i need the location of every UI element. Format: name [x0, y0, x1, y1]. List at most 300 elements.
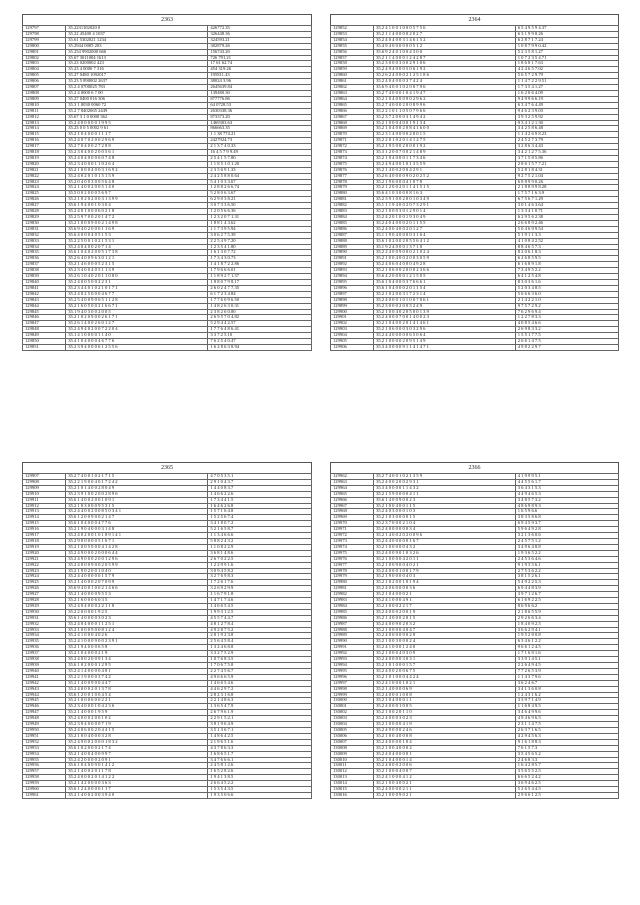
row-id-cell: 130001 [331, 704, 374, 710]
coordinate-cell: 35.4 9 4 0 0 0 0 0 0 5 1 2 [374, 43, 516, 49]
row-id-cell: 129870 [331, 132, 374, 138]
value-cell: 9 3 4 1 2 1.30 [515, 120, 618, 126]
value-cell: 2 6 6 8 9 2.46 [515, 220, 618, 226]
value-cell: 6 2 6 8 5 9.5 [515, 256, 618, 262]
coordinate-cell: 35.2 4 0 0 0 2 0 1 4 1 2 2 [66, 775, 208, 781]
value-cell: 4 9 4 6 9 6.5 [515, 716, 618, 722]
row-id-cell: 129840 [23, 279, 66, 285]
coordinate-cell: 35.2 1 4 0 0 2 0 0 3 9 4 0 [66, 792, 208, 798]
value-cell: 1 3 3 4 1 0.71 [515, 209, 618, 215]
coordinate-cell: 35.2 4 0 0 0 2 0 1 3 7 8 [66, 686, 208, 692]
row-id-cell: 129816 [23, 138, 66, 144]
coordinate-cell: 35.2 3 9 4 0 0 0 0 7 1 9 [66, 722, 208, 728]
coordinate-cell: 35.2 1 5 9 0 0 0 0 4 1 1 [374, 491, 516, 497]
coordinate-cell: 35.2 1 9 0 4 0 0 0 3 1 4 8 [66, 527, 208, 533]
coordinate-cell: 35.6 1 2 4 0 0 0 0 1 1 7 [66, 787, 208, 793]
row-id-cell: 129932 [23, 621, 66, 627]
row-id-cell: 129986 [331, 615, 374, 621]
row-id-cell: 129889 [331, 244, 374, 250]
value-cell: 2 9 6 6 1 2.5 [515, 792, 618, 798]
coordinate-cell: 35.27 0400 016 306 [66, 96, 208, 102]
row-id-cell: 129834 [23, 244, 66, 250]
row-id-cell: 129888 [331, 238, 374, 244]
value-cell: 1 7 9 6 6 6.01 [208, 268, 312, 274]
table-title: 2364 [330, 14, 619, 25]
coordinate-cell: 35.2 2 0 0 0 0 1 9 2 5 [66, 609, 208, 615]
coordinate-cell: 35.2 1 0 0 0 0 4 0 4 7 [374, 627, 516, 633]
coordinate-cell: 35.2 4 0 4 0 0 0 3 7 4 2 4 [374, 79, 516, 85]
value-cell: 2 1 8 6 5 5.9 [515, 609, 618, 615]
value-cell: 3 3 7 2 5.10 [208, 333, 312, 339]
value-cell: 3 2 6 9 2 9.9 [208, 586, 312, 592]
table-title: 2363 [22, 14, 312, 25]
row-id-cell: 129985 [331, 609, 374, 615]
coordinate-cell: 35.23 0200002 423 [66, 61, 208, 67]
coordinate-cell: 35.2 1 0 4 0 0 0 1 1 [374, 698, 516, 704]
row-id-cell: 129978 [331, 568, 374, 574]
coordinate-cell: 35.2 4 1 0 0 0 1 2 4 0 [374, 645, 516, 651]
coordinate-cell: 35.6 4 1 0 3 0 0 0 8 1 6 3 [374, 191, 516, 197]
coordinate-cell: 35.4 1 0 4 0 0 0 4 6 7 7 6 [66, 339, 208, 345]
row-id-cell: 129851 [23, 344, 66, 350]
row-id-cell: 130012 [331, 769, 374, 775]
value-cell: 1 2 3 5 4 1.80 [208, 244, 312, 250]
value-cell: 7 6 2 9 6 9.4 [515, 309, 618, 315]
row-id-cell: 129919 [23, 544, 66, 550]
value-cell: 1 3 6 5 4 7.9 [208, 704, 312, 710]
coordinate-cell: 35.2 9 0 0 0 0 0 5 1 6 7 1 [66, 538, 208, 544]
value-cell: 1 3 2 4 6 8.8 [208, 645, 312, 651]
row-id-cell: 129820 [23, 161, 66, 167]
value-cell: 6 5 4 9 5 9 4.37 [515, 26, 618, 32]
row-id-cell: 129857 [331, 55, 374, 61]
value-cell: 2427924.73 [208, 138, 312, 144]
row-id-cell: 129965 [331, 491, 374, 497]
value-cell: 4 9 2 8 7 5.2 [208, 627, 312, 633]
value-cell: 1 2 4 3 1 6.2 [515, 692, 618, 698]
coordinate-cell: 35.2 4 0 0 0 9 0 0 2 0 5 9 9 [66, 562, 208, 568]
coordinate-cell: 35.2 1 0 0 0 6 0 0 2 2 1 [66, 698, 208, 704]
coordinate-cell: 35.3 4 0 0 0 0 9 1 1 4 1 4 7 1 [374, 344, 516, 350]
row-id-cell: 129862 [331, 85, 374, 91]
coordinate-cell: 35.6 1 0 4 0 0 0 2 0 1 1 5 4 [374, 285, 516, 291]
coordinate-cell: 35.2 1 0 0 9 0 0 4 0 2 1 [374, 562, 516, 568]
coordinate-cell: 35.2 4 0 4 0 0 3 1 4 6 1 5 2 [374, 37, 516, 43]
value-cell: 5 6 5 7 2 9.79 [515, 73, 618, 79]
value-cell: 2645639.84 [208, 85, 312, 91]
value-cell: 139480.30 [208, 90, 312, 96]
row-id-cell: 129955 [23, 757, 66, 763]
row-id-cell: 129971 [331, 527, 374, 533]
row-id-cell: 129876 [331, 167, 374, 173]
coordinate-cell: 35.6 1 9 4 0 0 1 0 3 0 4 [66, 203, 208, 209]
value-cell: 2 6 0 2 4 7 7.35 [208, 285, 312, 291]
value-cell: 2 2 7 4 5 6.7 [208, 668, 312, 674]
row-id-cell: 129855 [331, 43, 374, 49]
table-title: 2365 [22, 462, 312, 473]
row-id-cell: 129997 [331, 680, 374, 686]
value-cell: 1 4 7 1 7 4.6 [208, 598, 312, 604]
coordinate-cell: 35.2 7 4 0 0 0 2 0 0 8 9 9 6 [374, 102, 516, 108]
coordinate-cell: 35.2 2 1 9 0 0 0 3 7 4 2 [66, 674, 208, 680]
row-id-cell: 129996 [331, 674, 374, 680]
row-id-cell: 129894 [331, 274, 374, 280]
coordinate-cell: 35.2 4 0 0 0 2 0 0 1 9 [374, 609, 516, 615]
coordinate-cell: 35.2 6 1 4 0 0 2 6 0 1 2 7 [66, 321, 208, 327]
coordinate-cell: 35.6 4 2 0 0 0 0 1 2 1 5 0 5 [374, 274, 516, 280]
value-cell: 1 8 8 1 4 3.62 [208, 220, 312, 226]
row-id-cell: 129920 [23, 550, 66, 556]
value-cell: 1 1 7 3 9 5.94 [208, 226, 312, 232]
value-cell: 4 9 8 2 2 9.7 [515, 344, 618, 350]
value-cell: 382879.26 [208, 43, 312, 49]
value-cell: 2 8 1 9 2 3.8 [208, 633, 312, 639]
coordinate-cell: 35.2 1 4 0 0 0 2 0 1 5 [374, 615, 516, 621]
row-id-cell: 129933 [23, 627, 66, 633]
value-cell: 1 4 8 2 6 3 0.31 [208, 303, 312, 309]
coordinate-cell: 35.2 4 0 0 0 3 0 2 3 [374, 716, 516, 722]
row-id-cell: 129921 [23, 556, 66, 562]
coordinate-cell: 35.2 4 1 4 0 0 0 0 4 8 1 [66, 668, 208, 674]
row-id-cell: 129899 [331, 303, 374, 309]
coordinate-cell: 35.2944 0005 203 [66, 43, 208, 49]
value-cell: 2 2 9 1 5 2.1 [208, 716, 312, 722]
value-cell: 38024 3.96 [208, 79, 312, 85]
value-cell: 5 2 8 1 8 4.31 [515, 167, 618, 173]
row-id-cell: 129903 [331, 327, 374, 333]
row-id-cell: 129812 [23, 114, 66, 120]
value-cell: 4 4 6 2 9 7.2 [208, 686, 312, 692]
row-id-cell: 129918 [23, 538, 66, 544]
row-id-cell: 129841 [23, 285, 66, 291]
coordinate-cell: 35.2 7 4 0 0 1 0 2 1 3 5 9 [374, 474, 516, 480]
data-table [22, 25, 312, 351]
coordinate-cell: 35.2 4 2 0 1 0 0 1 9 3 0 4 9 [374, 215, 516, 221]
value-cell: 1 5 7 1 6 4.8 [208, 509, 312, 515]
value-cell: 3 7 1 5 8 5.86 [515, 155, 618, 161]
value-cell: 2 4 2 5 8 8 0.64 [208, 173, 312, 179]
coordinate-cell: 35.2 1 0 4 0 0 0 9 0 2 9 6 2 [374, 96, 516, 102]
value-cell: 4 7 0 5 3 5.1 [208, 474, 312, 480]
row-id-cell: 129906 [331, 344, 374, 350]
table-panel-2364 [330, 14, 619, 351]
row-id-cell: 129939 [23, 663, 66, 669]
value-cell: 1 0 7 2 3 5 4.71 [515, 55, 618, 61]
coordinate-cell: 35.2 4 9 4 0 0 0 5 0 6 1 9 2 [374, 67, 516, 73]
row-id-cell: 129842 [23, 291, 66, 297]
value-cell: 1 4 8 6 4 2.5 [208, 733, 312, 739]
value-cell: 3 0 7 3 3 6.50 [208, 203, 312, 209]
coordinate-cell: 35.2 1 0 0 2 0 1 1 0 [374, 710, 516, 716]
row-id-cell: 129902 [331, 321, 374, 327]
row-id-cell: 129936 [23, 645, 66, 651]
row-id-cell: 130014 [331, 781, 374, 787]
coordinate-cell: 35.2 1 4 0 0 0 0 6 9 [374, 686, 516, 692]
value-cell: 3 0 1 4 6 3.64 [515, 203, 618, 209]
row-id-cell: 129923 [23, 568, 66, 574]
value-cell: 3 5 1 3 6 7.1 [208, 727, 312, 733]
value-cell: 2 1 9 6 5 1.6 [208, 739, 312, 745]
coordinate-cell: 35.2 1 0 0 4 0 0 0 2 [374, 745, 516, 751]
row-id-cell: 129950 [23, 727, 66, 733]
row-id-cell: 129853 [331, 31, 374, 37]
row-id-cell: 129956 [23, 763, 66, 769]
coordinate-cell: 35.2 5 4 0 0 9 0 6 5 1 1 2 8 [66, 297, 208, 303]
coordinate-cell: 35.2 7 4 0 0 0 1 0 4 1 9 4 7 [374, 90, 516, 96]
coordinate-cell: 35.2 1 0 3 0 0 0 0 1 5 [374, 515, 516, 521]
row-id-cell: 129967 [331, 503, 374, 509]
coordinate-cell: 35.2 1 0 0 4 0 0 2 0 0 3 0 5 9 [374, 256, 516, 262]
row-id-cell: 129817 [23, 144, 66, 150]
value-cell: 1 2 3 2 0 7 1.31 [208, 215, 312, 221]
row-id-cell: 129861 [331, 79, 374, 85]
row-id-cell: 129945 [23, 698, 66, 704]
row-id-cell: 129893 [331, 268, 374, 274]
coordinate-cell: 35.6 1 4 0 0 2 0 0 1 0 9 1 [66, 497, 208, 503]
coordinate-cell: 35.2231102020 0 [66, 26, 208, 32]
row-id-cell: 129890 [331, 250, 374, 256]
row-id-cell: 129982 [331, 592, 374, 598]
value-cell: 195811.43 [208, 73, 312, 79]
value-cell: 2 9 2 6 6 3.4 [515, 615, 618, 621]
value-cell: 3 4 2 1 2 7 5.36 [515, 150, 618, 156]
value-cell: 4 3 7 8 6 3.3 [208, 745, 312, 751]
table-panel-2365 [22, 462, 312, 799]
row-id-cell: 129821 [23, 167, 66, 173]
coordinate-cell: 35.2 1 0 0 0 0 4 2 0 1 1 [374, 556, 516, 562]
coordinate-cell: 35.2 4 0 4 0 0 0 0 1 [374, 751, 516, 757]
coordinate-cell: 35.2 4 1 0 0 0 1 0 2 1 [374, 680, 516, 686]
value-cell: 16 4 5 7 9 9.49 [208, 150, 312, 156]
coordinate-cell: 35.27 0480 1092017 [66, 73, 208, 79]
row-id-cell: 129835 [23, 250, 66, 256]
value-cell: 1 7 2 6 1 7.6 [208, 580, 312, 586]
value-cell: 2 3 1 1 4 7.5 [515, 722, 618, 728]
value-cell: 2 6 6 4 5 2.2 [208, 781, 312, 787]
coordinate-cell: 35.254 9902000 666 [66, 49, 208, 55]
row-id-cell: 129830 [23, 220, 66, 226]
coordinate-cell: 35.2 4 9 0 0 0 2 0 0 1 2 9 6 [66, 556, 208, 562]
value-cell: 5 6 6 6 3 6.0 [515, 291, 618, 297]
coordinate-cell: 35.2 1 0 0 0 9 0 0 8 1 2 4 [66, 627, 208, 633]
coordinate-cell: 35.2 4 0 0 0 0 3 0 3 1 [374, 657, 516, 663]
row-id-cell: 129854 [331, 37, 374, 43]
coordinate-cell: 35.2 1 0 0 0 0 0 4 3 2 [374, 544, 516, 550]
coordinate-cell: 35.2 1 0 3 0 0 0 9 5 3 1 5 [66, 503, 208, 509]
coordinate-cell: 35.2 4 9 0 0 0 2 0 0 0 6 4 4 [66, 550, 208, 556]
row-id-cell: 129949 [23, 722, 66, 728]
value-cell: 2 5 4 1 5 7.80 [208, 155, 312, 161]
row-id-cell: 130016 [331, 792, 374, 798]
value-cell: 1 1 8 5 1 0 1.20 [208, 161, 312, 167]
value-cell: 1 6 5 2 8 2.6 [208, 769, 312, 775]
coordinate-cell: 35.67 3 1 0 0000 362 [66, 114, 208, 120]
value-cell: 6 4 1 2 5 4.8 [515, 274, 618, 280]
row-id-cell: 130013 [331, 775, 374, 781]
coordinate-cell: 35.2 4 0 0 2 0 0 2 9 3 1 [374, 479, 516, 485]
value-cell: 9 7 5 7 2 9.2 [515, 303, 618, 309]
row-id-cell: 129988 [331, 627, 374, 633]
value-cell: 9 6 6 1 2 4.5 [515, 645, 618, 651]
coordinate-cell: 35.2 1 4 0 0 2 0 0 4 2 9 1 [374, 167, 516, 173]
value-cell: 1 7 3 4 3 0.73 [208, 256, 312, 262]
value-cell: 6 2 9 5 6 2.38 [515, 215, 618, 221]
coordinate-cell: 35.2 4 0 0 0 1 0 0 5 [374, 704, 516, 710]
row-id-cell: 129905 [331, 339, 374, 345]
value-cell: 1 9 3 5 0 6.6 [208, 792, 312, 798]
value-cell: 866663.35 [208, 126, 312, 132]
row-id-cell: 129804 [23, 67, 66, 73]
row-id-cell: 129938 [23, 657, 66, 663]
row-id-cell: 129884 [331, 215, 374, 221]
value-cell: 3 5 4 5 6 5.2 [515, 751, 618, 757]
row-id-cell: 129909 [23, 485, 66, 491]
value-cell: 1 1 4 2 6 9 8.23 [515, 132, 618, 138]
row-id-cell: 129859 [331, 67, 374, 73]
row-id-cell: 129960 [23, 787, 66, 793]
value-cell: 1 1 4 3 7 9.6 [515, 674, 618, 680]
row-id-cell: 130010 [331, 757, 374, 763]
value-cell: 1 8 8 0 7 9 8.17 [208, 279, 312, 285]
coordinate-cell: 35.2 4 0 0 0 0 9 0 2 9 [374, 633, 516, 639]
coordinate-cell: 35.2 6 2 4 0 0 0 2 1 2 5 1 8 6 [374, 73, 516, 79]
coordinate-cell: 35.2 4 4 0 0 0 0 0 6 5 0 6 4 [374, 333, 516, 339]
value-cell: 1 7 0 6 7 5.8 [208, 663, 312, 669]
row-id-cell: 129809 [23, 96, 66, 102]
value-cell: 4 1 0 8 4 2.52 [515, 238, 618, 244]
value-cell: 1 2 2 9 9 1.6 [208, 562, 312, 568]
value-cell: 4 9 6 6 6 5.9 [208, 674, 312, 680]
row-id-cell: 129952 [23, 739, 66, 745]
row-id-cell: 129999 [331, 692, 374, 698]
coordinate-cell: 35.2 1 9 5 0 0 2 0 0 0 1 9 2 [374, 144, 516, 150]
value-cell: 1 2 0 5 6 6.36 [208, 209, 312, 215]
coordinate-cell: 35.2 3 0 0 0 3 0 0 2 9 1 0 6 [374, 61, 516, 67]
value-cell: 3 3 9 1 4 5.1 [515, 657, 618, 663]
coordinate-cell: 35.2 1 0 0 4 0 0 0 8 [374, 733, 516, 739]
row-id-cell: 129896 [331, 285, 374, 291]
coordinate-cell: 35.2 0 4 0 0 3 0 0 5 6 4 8 [66, 179, 208, 185]
table-row [331, 792, 619, 798]
coordinate-cell: 35.2 4 0 4 0 0 0 2 0 1 1 5 5 [374, 220, 516, 226]
coordinate-cell: 35.2 3 4 0 0 0 1 1 0 2 6 4 [66, 161, 208, 167]
row-id-cell: 129989 [331, 633, 374, 639]
coordinate-cell: 35.2 2 1 0 1 1 0 5 0 7 9 6 6 [374, 108, 516, 114]
value-cell: 2 6 3 7 1 6.5 [515, 727, 618, 733]
coordinate-cell: 35.2 2 5 0 0 1 0 2 1 5 3 1 [66, 238, 208, 244]
coordinate-cell: 35.2 4 0 0 0 2 0 0 6 [374, 763, 516, 769]
value-cell: 5 8 8 2 4 3.2 [208, 538, 312, 544]
row-id-cell: 129907 [23, 474, 66, 480]
row-id-cell: 130015 [331, 787, 374, 793]
coordinate-cell: 35.2 1 4 0 0 0 1 9 5 9 [66, 710, 208, 716]
value-cell: 5 2 9 4 4 2.57 [208, 321, 312, 327]
value-cell: 4 2 9 4 5 6.3 [515, 733, 618, 739]
coordinate-cell: 35.2 4 0 6 0 0 0 0 3 6 [374, 586, 516, 592]
value-cell: 1 1 4 7 2 2 9.51 [515, 79, 618, 85]
value-cell: 1 7 5 7 1 6 3.9 [515, 191, 618, 197]
value-cell: 1 5 5 1 7 7.5 [515, 333, 618, 339]
coordinate-cell: 35.2 1 0 0 4 0 2 0 5 0 0 1 3 9 [374, 309, 516, 315]
value-cell: 1 6 2 0 6 4.09 [515, 90, 618, 96]
value-cell: 3 4 6 4 9 9.6 [515, 710, 618, 716]
value-cell: 1469303.63 [208, 120, 312, 126]
value-cell: 3 2 1 3 6 0.6 [515, 533, 618, 539]
row-id-cell: 129922 [23, 562, 66, 568]
coordinate-cell: 35.2 1 9 6 0 0 0 4 1 0 7 8 [374, 179, 516, 185]
value-cell: 2 2 1 4 8 6.3 [208, 698, 312, 704]
value-cell: 8 6 9 6 6.2 [515, 603, 618, 609]
row-id-cell: 129994 [331, 663, 374, 669]
table-title: 2366 [330, 462, 619, 473]
coordinate-cell: 35.2 3 7 0 0 0 2 1 0 4 [374, 521, 516, 527]
value-cell: 3 0 9 4 5 8.2 [208, 568, 312, 574]
row-id-cell: 129947 [23, 710, 66, 716]
coordinate-cell: 35.3 4 0 0 0 0 1 1 4 3 2 [374, 485, 516, 491]
value-cell: 3 8 3 5 8 6.8 [515, 515, 618, 521]
value-cell: 1 4 6 6 5 4.6 [208, 680, 312, 686]
value-cell: 1 9 9 3 1 2.5 [208, 609, 312, 615]
value-cell: 3 8 1 9 6 4.9 [208, 722, 312, 728]
value-cell: 1 0 8 7 9 9 0.42 [515, 43, 618, 49]
value-cell: 6 7 5 6 7 1.29 [515, 197, 618, 203]
coordinate-cell: 35.2 1 0 6 0 0 2 0 0 0 2 3 6 6 [374, 268, 516, 274]
row-id-cell: 129993 [331, 657, 374, 663]
row-id-cell: 129954 [23, 751, 66, 757]
coordinate-cell: 35.2 4 0 0 0 1 0 0 1 7 9 [374, 568, 516, 574]
row-id-cell: 129856 [331, 49, 374, 55]
coordinate-cell: 35.2 1 0 0 4 0 0 1 1 5 [374, 503, 516, 509]
value-cell: 3 6 6 2 9 4.1 [515, 627, 618, 633]
coordinate-cell: 35.2 1 1 4 0 0 0 1 2 4 2 8 7 [374, 55, 516, 61]
coordinate-cell: 35.2 4 0 0 0 0 1 0 4 [374, 739, 516, 745]
value-cell: 726 791.21 [208, 55, 312, 61]
value-cell: 426772.35 [208, 26, 312, 32]
value-cell: 1 1 0 8 2 2.9 [208, 544, 312, 550]
value-cell: 3 4 1 3 6 0.8 [515, 686, 618, 692]
row-id-cell: 129941 [23, 674, 66, 680]
coordinate-cell: 35.2 1 0 0 0 0 4 1 9 [374, 722, 516, 728]
value-cell: 3 4 2 5 8 6.48 [515, 126, 618, 132]
row-id-cell: 129850 [23, 339, 66, 345]
row-id-cell: 129806 [23, 79, 66, 85]
coordinate-cell: 35.2 1 0 2 0 0 1 0 1 9 4 [374, 580, 516, 586]
table-panel-2363 [22, 14, 312, 351]
row-id-cell: 129966 [331, 497, 374, 503]
row-id-cell: 129869 [331, 126, 374, 132]
row-id-cell: 129968 [331, 509, 374, 515]
coordinate-cell: 35.6 1 4 0 0 9 0 0 2 3 [374, 497, 516, 503]
value-cell: 3 4 1 8 0 7.2 [208, 521, 312, 527]
row-id-cell: 129837 [23, 262, 66, 268]
row-id-cell: 129863 [331, 90, 374, 96]
coordinate-cell: 35.2 3 1 4 0 0 9 0 2 0 0 1 5 [374, 132, 516, 138]
coordinate-cell: 35.2 4 0 2 0 0 1 0 1 8 9 1 4 1 [66, 533, 208, 539]
value-cell: 4 8 1 2 7 8.4 [208, 621, 312, 627]
row-id-cell: 129998 [331, 686, 374, 692]
value-cell: 4 0 8 5 4 6.6 [515, 321, 618, 327]
coordinate-cell: 35.2 2 1 9 0 0 4 0 1 7 2 4 2 [66, 479, 208, 485]
value-cell: 1 1 6 7 9 1.8 [208, 592, 312, 598]
coordinate-cell: 35.2 1 4 0 0 0 0 9 5 5 3 [66, 592, 208, 598]
value-cell: 6 6 6 5 2 4.2 [515, 775, 618, 781]
row-id-cell: 129942 [23, 680, 66, 686]
row-id-cell: 129961 [23, 792, 66, 798]
value-cell: 2 6 9 8 3 3.2 [515, 327, 618, 333]
coordinate-cell: 35.2 1 9 4 0 0 0 6 5 8 [66, 645, 208, 651]
coordinate-cell: 35.2 4 0 4 0 0 0 1 1 2 5 1 [66, 621, 208, 627]
row-id-cell: 130003 [331, 716, 374, 722]
